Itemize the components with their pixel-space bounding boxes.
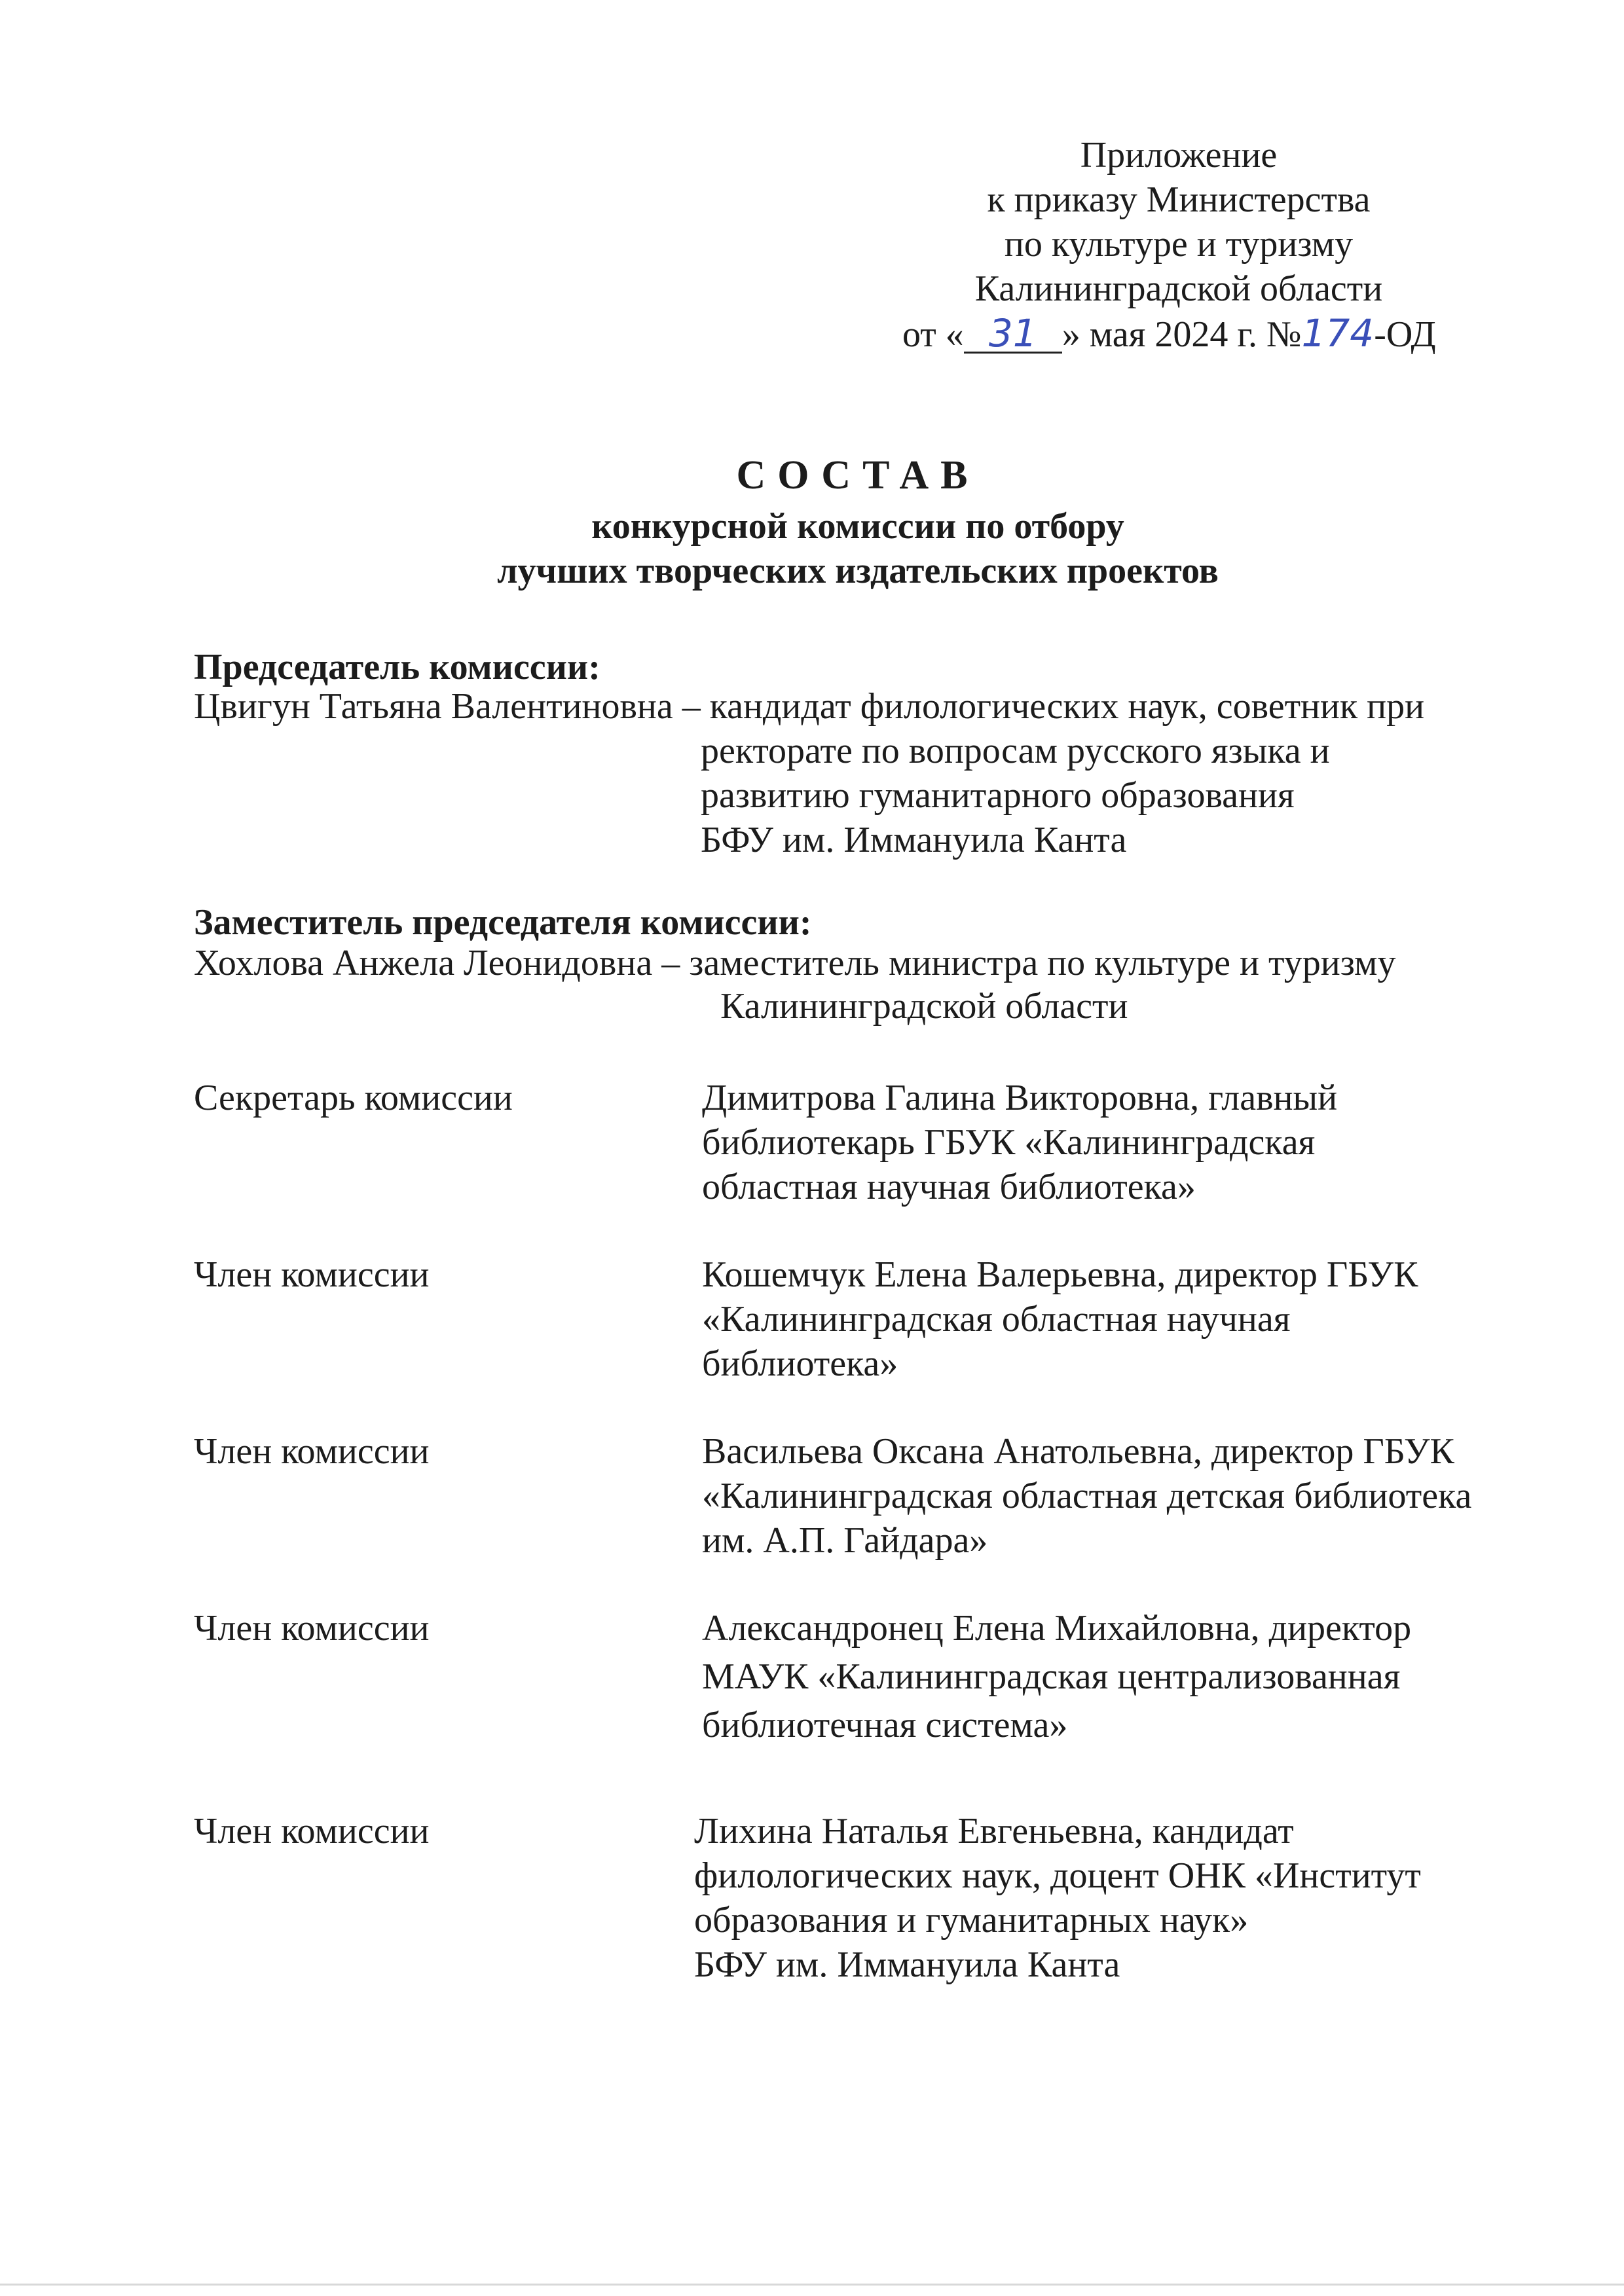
chairman-line-4: БФУ им. Иммануила Канта: [701, 820, 1127, 860]
date-day-handwritten: 31: [964, 315, 1062, 354]
chairman-heading: Председатель комиссии:: [194, 647, 600, 687]
document-title: СОСТАВ: [736, 453, 980, 498]
scan-edge-divider: [0, 2284, 1624, 2286]
order-number-handwritten: 174: [1301, 311, 1375, 355]
member-details-line: БФУ им. Иммануила Канта: [694, 1944, 1120, 1985]
member-details-line: «Калининградская областная детская библиотека: [702, 1476, 1472, 1516]
member-role: Член комиссии: [194, 1608, 430, 1649]
order-suffix: -ОД: [1374, 314, 1436, 355]
appendix-date-line: [902, 311, 1436, 357]
deputy-line-2: Калининградской области: [720, 986, 1128, 1027]
member-details-line: им. А.П. Гайдара»: [702, 1520, 988, 1561]
member-details-line: Кошемчук Елена Валерьевна, директор ГБУК: [702, 1254, 1418, 1295]
deputy-line-1: Хохлова Анжела Леонидовна – заместитель министра по культуре и туризму: [194, 943, 1396, 983]
member-details-line: образования и гуманитарных наук»: [694, 1900, 1249, 1941]
date-suffix: » мая 2024 г. №: [1061, 314, 1302, 355]
member-details-line: МАУК «Калининградская централизованная: [702, 1656, 1401, 1697]
member-details-line: библиотека»: [702, 1343, 898, 1384]
document-subtitle-1: конкурсной комиссии по отбору: [591, 506, 1124, 547]
chairman-line-3: развитию гуманитарного образования: [701, 775, 1295, 816]
appendix-line-4: Калининградской области: [974, 268, 1383, 309]
member-role: Секретарь комиссии: [194, 1078, 513, 1118]
appendix-line-2: к приказу Министерства: [987, 179, 1371, 220]
member-details-line: библиотекарь ГБУК «Калининградская: [702, 1122, 1316, 1163]
member-details-line: Александронец Елена Михайловна, директор: [702, 1608, 1412, 1649]
member-details-line: Лихина Наталья Евгеньевна, кандидат: [694, 1811, 1294, 1851]
member-details-line: филологических наук, доцент ОНК «Институт: [694, 1855, 1421, 1896]
appendix-line-1: Приложение: [1080, 135, 1278, 175]
member-details-line: Димитрова Галина Викторовна, главный: [702, 1078, 1338, 1118]
chairman-line-2: ректорате по вопросам русского языка и: [701, 731, 1330, 771]
document-subtitle-2: лучших творческих издательских проектов: [497, 551, 1219, 591]
member-details-line: «Калининградская областная научная: [702, 1299, 1291, 1339]
member-details-line: Васильева Оксана Анатольевна, директор ГБУК: [702, 1431, 1454, 1472]
member-role: Член комиссии: [194, 1431, 430, 1472]
member-role: Член комиссии: [194, 1811, 430, 1851]
appendix-line-3: по культуре и туризму: [1004, 224, 1354, 264]
member-details-line: библиотечная система»: [702, 1705, 1068, 1745]
deputy-heading: Заместитель председателя комиссии:: [194, 902, 812, 943]
chairman-line-1: Цвигун Татьяна Валентиновна – кандидат филологических наук, советник при: [194, 686, 1425, 727]
member-details-line: областная научная библиотека»: [702, 1167, 1196, 1207]
member-role: Член комиссии: [194, 1254, 430, 1295]
date-prefix: от «: [902, 314, 964, 355]
